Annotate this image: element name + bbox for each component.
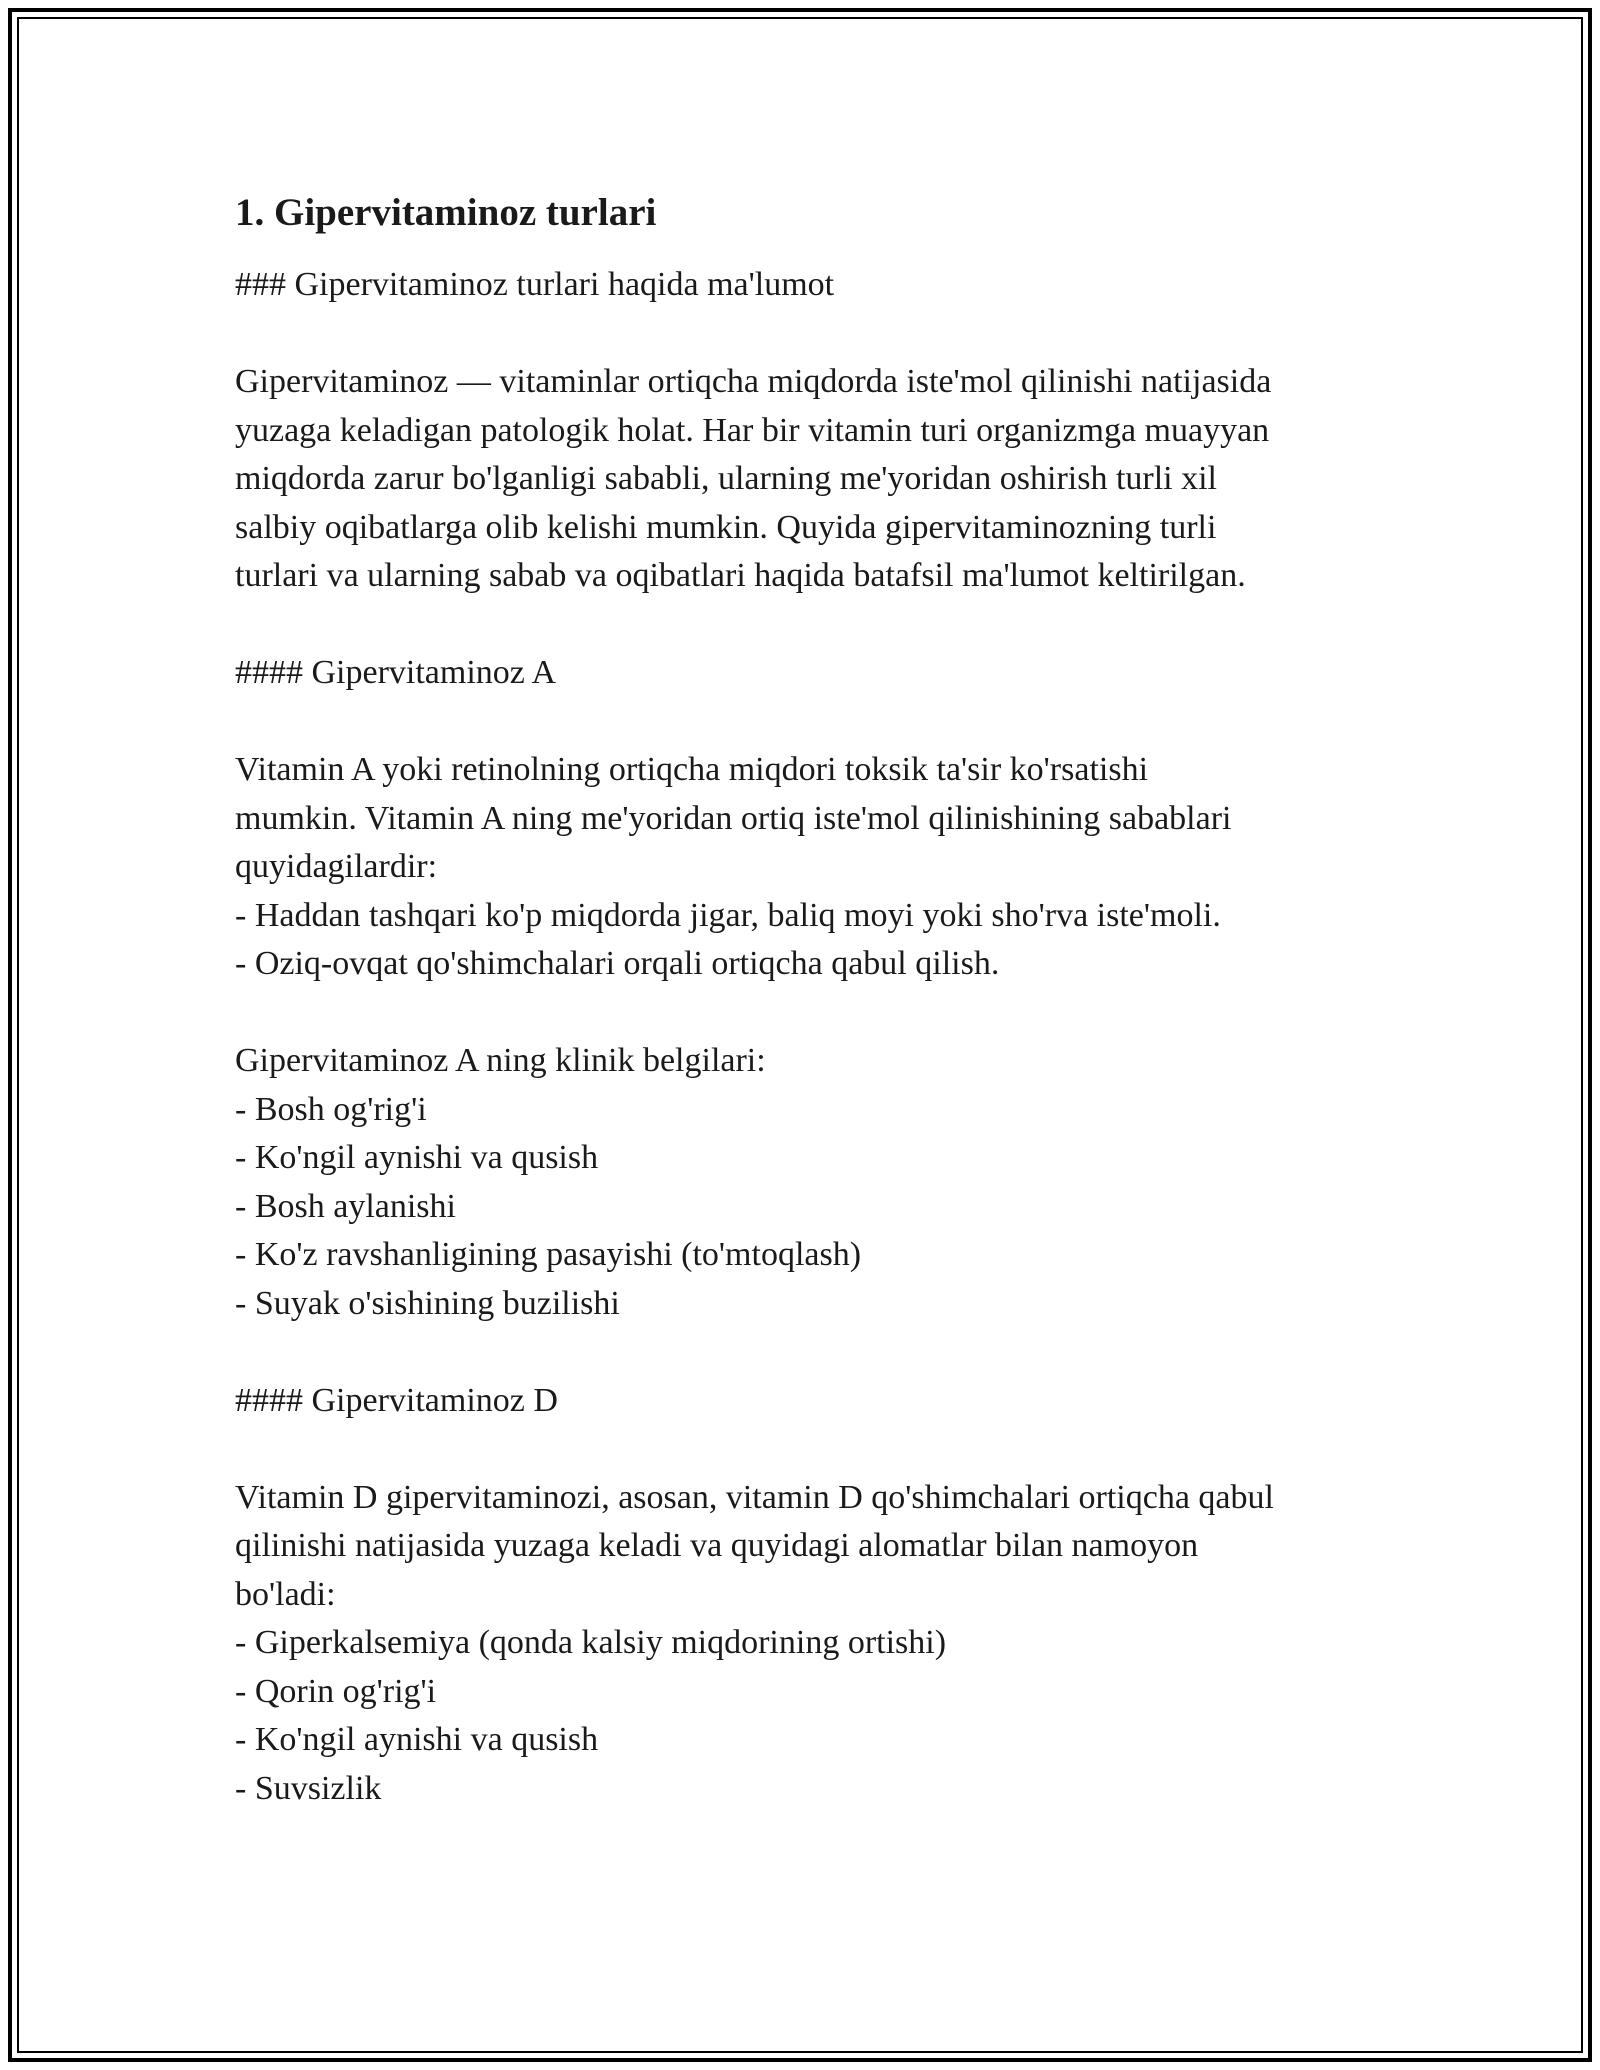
intro-line: miqdorda zarur bo'lganligi sababli, ularning me'yoridan oshirish turli xil [235, 460, 1217, 497]
paragraph-gap [235, 1328, 1375, 1377]
list-item: - Giperkalsemiya (qonda kalsiy miqdorining ortishi) [235, 1624, 947, 1661]
paragraph-gap [235, 1425, 1375, 1474]
intro-line: yuzaga keladigan patologik holat. Har bir vitamin turi organizmga muayyan [235, 411, 1270, 449]
intro-line: Gipervitaminoz — vitaminlar ortiqcha miqdorda iste'mol qilinishi natijasida [235, 363, 1272, 400]
list-item: - Ko'z ravshanligining pasayishi (to'mtoqlash) [235, 1236, 862, 1273]
paragraph-gap [235, 601, 1375, 650]
intro-line: turlari va ularning sabab va oqibatlari haqida batafsil ma'lumot keltirilgan. [235, 557, 1246, 594]
section-a-line: Vitamin A yoki retinolning ortiqcha miqdori toksik ta'sir ko'rsatishi [235, 751, 1149, 788]
section-a-line: quyidagilardir: [235, 848, 438, 885]
list-item: - Ko'ngil aynishi va qusish [235, 1139, 599, 1176]
section-a-signs-intro: Gipervitaminoz A ning klinik belgilari: [235, 1042, 766, 1079]
intro-line: salbiy oqibatlarga olib kelishi mumkin. Quyida gipervitaminozning turli [235, 508, 1217, 546]
section-d-line: bo'ladi: [235, 1575, 336, 1613]
document-title: 1. Gipervitaminoz turlari [235, 191, 657, 234]
list-item: - Bosh aylanishi [235, 1187, 456, 1225]
section-d-line: Vitamin D gipervitaminozi, asosan, vitamin D qo'shimchalari ortiqcha qabul [235, 1478, 1274, 1516]
list-item: - Qorin og'rig'i [235, 1672, 437, 1710]
section-a-signs-list [235, 1086, 1375, 1329]
paragraph-gap [235, 310, 1375, 359]
list-item: - Bosh og'rig'i [235, 1090, 427, 1128]
list-item: - Suyak o'sishining buzilishi [235, 1284, 620, 1322]
paragraph-gap [235, 989, 1375, 1038]
subheading: ### Gipervitaminoz turlari haqida ma'lumot [235, 266, 835, 303]
list-item: - Suvsizlik [235, 1769, 382, 1807]
section-a-paragraph [235, 746, 1375, 892]
section-d-symptoms-list [235, 1619, 1375, 1813]
paragraph-gap [235, 698, 1375, 747]
section-a-causes-list [235, 892, 1375, 989]
section-d-heading: #### Gipervitaminoz D [235, 1381, 558, 1419]
list-item: - Oziq-ovqat qo'shimchalari orqali ortiqcha qabul qilish. [235, 945, 1000, 982]
list-item: - Haddan tashqari ko'p miqdorda jigar, baliq moyi yoki sho'rva iste'moli. [235, 896, 1221, 934]
document-body [235, 188, 1375, 1813]
list-item: - Ko'ngil aynishi va qusish [235, 1721, 599, 1758]
section-d-paragraph [235, 1474, 1375, 1620]
intro-paragraph [235, 358, 1375, 601]
section-d-line: qilinishi natijasida yuzaga keladi va quyidagi alomatlar bilan namoyon [235, 1527, 1199, 1564]
section-a-heading: #### Gipervitaminoz A [235, 654, 557, 691]
section-a-line: mumkin. Vitamin A ning me'yoridan ortiq iste'mol qilinishining sabablari [235, 799, 1232, 837]
